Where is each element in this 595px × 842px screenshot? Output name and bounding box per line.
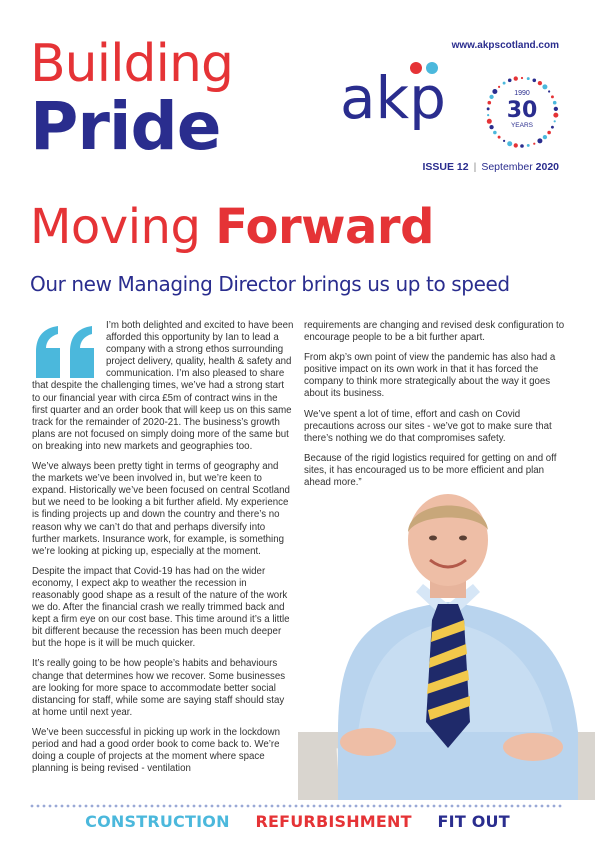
ring-dot	[498, 136, 501, 139]
article-paragraph: requirements are changing and revised desk configuration to encourage people to be a bit further apart.	[304, 320, 565, 344]
footer-dot	[385, 805, 388, 808]
article-paragraph: We’ve been successful in picking up work in the lockdown period and had a good order book to come back to. We’re doing a couple of projects at the moment where space planning is being revised - ventilation	[32, 726, 281, 775]
footer-dot	[559, 805, 562, 808]
anniversary-badge	[482, 72, 562, 152]
ring-dot	[503, 82, 506, 85]
footer-dot	[397, 805, 400, 808]
footer-dot	[121, 805, 124, 808]
website-link[interactable]: www.akpscotland.com	[451, 40, 559, 51]
footer-dot	[529, 805, 532, 808]
footer-dot	[433, 805, 436, 808]
headline-bold: Forward	[215, 199, 434, 255]
footer-dot-group	[31, 805, 562, 808]
ring-dot	[537, 138, 542, 143]
footer-dot	[85, 805, 88, 808]
ring-dot	[554, 120, 556, 122]
footer-dot	[133, 805, 136, 808]
footer-dotted-rule	[30, 803, 565, 809]
portrait-photo	[298, 492, 595, 800]
article-paragraph: We’ve spent a lot of time, effort and cash on Covid precautions across our sites - we’ve got to make sure that there’s nothing we do that compromises safety.	[304, 408, 552, 444]
footer-dot	[55, 805, 58, 808]
quote-icon	[32, 324, 100, 380]
ring-dot	[527, 144, 530, 147]
ring-dot	[543, 135, 547, 139]
ring-dot	[521, 77, 523, 79]
footer-dot	[523, 805, 526, 808]
footer-dot	[403, 805, 406, 808]
ring-dot	[493, 131, 497, 135]
footer-dot	[97, 805, 100, 808]
footer-dot	[367, 805, 370, 808]
footer-services	[0, 812, 595, 836]
headline-light: Moving	[30, 199, 201, 255]
footer-dot	[229, 805, 232, 808]
footer-dot	[247, 805, 250, 808]
footer-dot	[487, 805, 490, 808]
footer-dot	[115, 805, 118, 808]
article-paragraph: Despite the impact that Covid-19 has had on the wider economy, I expect akp to weather the recession in reasonably good shape as a result of the nature of the work we do. After the financial crash we really trimmed back and kept a firm eye on our cost base. This time around it’s a little bit different because the recession has been much deeper but the hope is it will be much quicker.	[32, 565, 290, 650]
ring-dot	[533, 143, 535, 145]
footer-dot	[481, 805, 484, 808]
footer-dot	[517, 805, 520, 808]
masthead-building: Building	[30, 34, 233, 94]
footer-dot	[79, 805, 82, 808]
ring-dot	[508, 78, 512, 82]
footer-dot	[235, 805, 238, 808]
footer-dot	[271, 805, 274, 808]
ring-dot	[547, 131, 551, 135]
akp-logo	[340, 60, 460, 140]
footer-fit-out: FIT OUT	[437, 812, 510, 831]
ring-dot	[551, 95, 554, 98]
headline	[30, 198, 570, 256]
footer-dot	[91, 805, 94, 808]
footer-dot	[469, 805, 472, 808]
article-paragraph: From akp’s own point of view the pandemic has also had a positive impact on its own work in that it has forced the company to think more strategically about the way it goes about its business.	[304, 352, 556, 400]
footer-dot	[295, 805, 298, 808]
footer-dot	[37, 805, 40, 808]
footer-dot	[499, 805, 502, 808]
footer-dot	[325, 805, 328, 808]
footer-dot	[199, 805, 202, 808]
footer-dot	[415, 805, 418, 808]
footer-dot	[61, 805, 64, 808]
ring-dot	[498, 86, 500, 88]
footer-dot	[289, 805, 292, 808]
footer-construction: CONSTRUCTION	[85, 812, 230, 831]
footer-dot	[49, 805, 52, 808]
footer-dot	[205, 805, 208, 808]
footer-dot	[307, 805, 310, 808]
footer-dot	[187, 805, 190, 808]
footer-dot	[349, 805, 352, 808]
footer-dot	[31, 805, 34, 808]
footer-dot	[139, 805, 142, 808]
ring-dot	[487, 101, 491, 105]
footer-dot	[373, 805, 376, 808]
footer-dot	[511, 805, 514, 808]
footer-dot	[445, 805, 448, 808]
footer-dot	[145, 805, 148, 808]
footer-refurbishment: REFURBISHMENT	[255, 812, 412, 831]
footer-dot	[475, 805, 478, 808]
footer-dot	[493, 805, 496, 808]
footer-dot	[391, 805, 394, 808]
footer-dot	[535, 805, 538, 808]
footer-dot	[127, 805, 130, 808]
ring-dot	[554, 107, 558, 111]
article-paragraph: I’m both delighted and excited to have been afforded this opportunity by Ian to lead a company with a strong ethos surrounding project delivery, quality, health & safety and communication. I’m also pleased to share that despite the challenging times, we’ve had a strong start to our financial year with circa £5m of contract wins in the first quarter and an order book that will keep us on this same track for the remainder of 2020-21. The business’s growth plans are not focused on simply doing more of the same but on breaking into new markets and geographies too.	[32, 320, 294, 452]
footer-dot	[241, 805, 244, 808]
footer-dot	[73, 805, 76, 808]
footer-dot	[553, 805, 556, 808]
footer-dot	[379, 805, 382, 808]
ring-dot	[489, 125, 493, 129]
footer-dot	[457, 805, 460, 808]
subheadline: Our new Managing Director brings us up to speed	[30, 272, 510, 296]
footer-dot	[253, 805, 256, 808]
article-paragraph: Because of the rigid logistics required for getting on and off sites, it has encouraged us to be more efficient and plan ahead more.”	[304, 452, 557, 489]
footer-dot	[301, 805, 304, 808]
ring-dot	[538, 81, 542, 85]
footer-dot	[211, 805, 214, 808]
ring-dot	[487, 119, 492, 124]
footer-dot	[217, 805, 220, 808]
footer-dot	[331, 805, 334, 808]
footer-dot	[343, 805, 346, 808]
footer-dot	[223, 805, 226, 808]
issue-year: 2020	[535, 161, 559, 173]
issue-number: ISSUE 12	[422, 161, 469, 173]
footer-dot	[43, 805, 46, 808]
anniversary-year: 1990	[514, 90, 530, 97]
footer-dot	[541, 805, 544, 808]
ring-dot	[487, 107, 490, 110]
footer-dot	[427, 805, 430, 808]
ring-dot	[548, 90, 550, 92]
ring-dot	[507, 141, 512, 146]
footer-dot	[463, 805, 466, 808]
footer-dot	[181, 805, 184, 808]
footer-dot	[169, 805, 172, 808]
footer-dot	[547, 805, 550, 808]
anniversary-label: YEARS	[510, 122, 534, 129]
footer-dot	[259, 805, 262, 808]
ring-dot	[514, 143, 518, 147]
issue-month: September	[481, 161, 533, 173]
footer-dot	[421, 805, 424, 808]
ring-dot	[520, 144, 524, 148]
footer-dot	[175, 805, 178, 808]
footer-dot	[67, 805, 70, 808]
logo-text: akp	[340, 64, 446, 132]
footer-dot	[103, 805, 106, 808]
ring-dot	[527, 77, 530, 80]
footer-dot	[151, 805, 154, 808]
footer-dot	[157, 805, 160, 808]
footer-dot	[451, 805, 454, 808]
article-left-column	[32, 320, 294, 783]
footer-dot	[163, 805, 166, 808]
masthead-pride: Pride	[30, 88, 221, 165]
article-paragraph: We’ve always been pretty tight in terms of geography and the markets we’ve been involved in, but we’re keen to expand. Historically we’ve been focused on central Scotland but we need to be looking a bit further afield. My experience is finding projects up and down the country and there’s no reason why we can’t do that and perhaps diversify into further markets. Insurance work, for example, is something we’re looking at picking up, especially at the moment.	[32, 461, 290, 557]
ring-dot	[551, 126, 554, 129]
footer-dot	[265, 805, 268, 808]
footer-dot	[505, 805, 508, 808]
ring-dot	[553, 101, 557, 105]
footer-dot	[193, 805, 196, 808]
article-paragraph: It’s really going to be how people’s habits and behaviours change that determines how we recover. Some businesses are looking for more space to accommodate better social distancing for staff, while some are saying staff should stay at home until next year.	[32, 658, 286, 718]
issue-line	[423, 161, 560, 173]
anniversary-number: 30	[506, 98, 538, 123]
ring-dot	[489, 95, 493, 99]
footer-dot	[313, 805, 316, 808]
footer-dot	[337, 805, 340, 808]
footer-dot	[439, 805, 442, 808]
ring-dot	[487, 114, 489, 116]
footer-dot	[109, 805, 112, 808]
issue-separator: |	[473, 161, 477, 173]
footer-dot	[355, 805, 358, 808]
ring-dot	[503, 140, 505, 142]
ring-dot	[542, 84, 547, 89]
footer-dot	[319, 805, 322, 808]
footer-dot	[361, 805, 364, 808]
ring-dot	[492, 89, 497, 94]
footer-dot	[283, 805, 286, 808]
ring-dot	[514, 76, 518, 80]
footer-dot	[409, 805, 412, 808]
footer-dot	[277, 805, 280, 808]
ring-dot	[532, 78, 536, 82]
ring-dot	[553, 113, 558, 118]
